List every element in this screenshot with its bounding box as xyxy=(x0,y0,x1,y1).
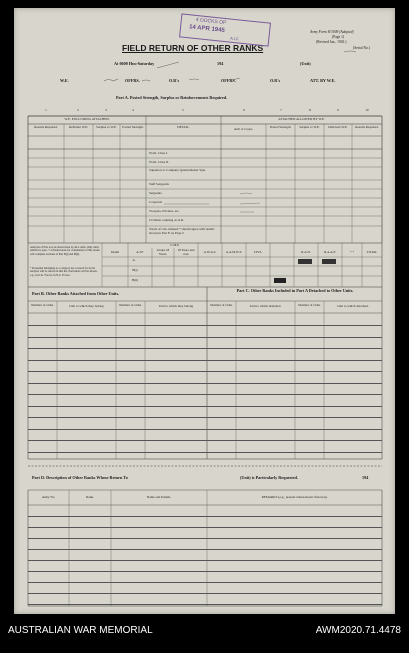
pd-col-remarks: REMARKS (e.g., present whereabouts if known). xyxy=(261,495,328,499)
at-year: 194 xyxy=(217,61,224,66)
an-row-bii: B(ii) xyxy=(131,278,139,282)
an-col-aif: A.I.F. xyxy=(136,250,144,254)
offrs-label: OFFRS. xyxy=(125,78,140,83)
right-group-header: ATTACHED ALLOWED BY W.E. xyxy=(278,117,325,121)
form-revised: (Revised Jan., 1943.) xyxy=(316,40,347,44)
row-staff-sgts: Staff Sergeants xyxy=(149,182,169,186)
an-col-civs: CIVS. xyxy=(253,250,263,254)
pc-col-num1: Number of O.Rs. xyxy=(210,303,233,307)
an-col-raaf: R.A.A.F. xyxy=(324,250,336,254)
row-corporals: Corporals xyxy=(149,200,163,204)
form-title: FIELD RETURN OF OTHER RANKS xyxy=(122,43,264,53)
row-totals: Totals of cols. marked * should agree with details shown in Part E on Page 2 xyxy=(149,227,215,235)
row-cqms: Squadron or Company Quartermaster Sgts. xyxy=(149,168,206,172)
an-col-ran: R.A.N. xyxy=(301,250,311,254)
pd-col-name: Name and Initials. xyxy=(146,495,172,499)
col-results-required: Results Required. xyxy=(34,125,58,129)
at-line: At 0600 Hrs. Saturday xyxy=(114,61,155,66)
an-col-aamws: A.A.M.W.S. xyxy=(225,250,243,254)
row-wo1: W.Os. Class I. xyxy=(149,151,168,155)
pb-col-unit2: Unit to which they belong xyxy=(158,304,194,308)
footer-bar xyxy=(0,614,409,653)
att-label: ATT. BY W.E. xyxy=(310,78,336,83)
pb-col-num2: Number of O.Rs. xyxy=(119,303,142,307)
part-d-year: 194 xyxy=(362,475,369,480)
pc-col-unit1: Unit to which detached. xyxy=(249,304,282,308)
pb-col-unit1: Unit to which they belong xyxy=(69,304,104,308)
row-wo2: W.Os. Class II. xyxy=(149,160,169,164)
part-d-title: Part D. Description of Other Ranks Whose Return To xyxy=(32,475,128,480)
an-col-awas: A.W.A.S. xyxy=(203,250,217,254)
col-posted-r: Posted Strength. xyxy=(269,125,292,129)
part-b-title: Part B. Other Ranks Attached from Other Units. xyxy=(32,291,120,296)
or-label: O.R's xyxy=(169,78,180,83)
col-arm-corps: Arm or Corps. xyxy=(233,127,254,131)
col-surplus-r: Surplus to W.E. xyxy=(299,125,320,129)
analysis-text: Analysis of Part A to be shown here by ALL units. Only units entitled to para. 7 of Instructions for compilation of this return will complete sections of Part B(i) and B(ii). xyxy=(30,246,100,256)
pc-col-unit2: Unit to which detached. xyxy=(337,304,369,308)
analysis-note: * Personnel belonging to a category not covered for in the analysis will be shown in this list. Particulars will be shown, e.g., in U.K. Forces, in N.Z. Forces. xyxy=(30,267,98,277)
col-posted: Posted Strength. xyxy=(122,125,144,129)
an-row-bi: B(i) xyxy=(132,268,138,272)
an-col-total: TOTAL xyxy=(366,250,378,254)
col-deficient-r: Deficient W.E. xyxy=(328,125,348,129)
form-sheet: Army Form W.3009 (Adapted) (Page 1) (Revised Jan., 1943.) (Serial No.) FIELD RETURN OF OTHER RANKS At 0600 Hrs. Saturday 194 (Unit) W.E. OFFRS. O.R's OFFRS. O.R's ATT. BY W.E. Part A. Posted Strength, Surplus or Reinforcements Required. 4 DOCKS OP 14 APR 1945 A.I.F. 1 2 3 4 5 6 7 8 9 10 W.E. EXCLUDING ATTACHED. ATTACHED ALLOWED BY W.E. DETAIL. Results Required. Deficient W.E. Surplus to W.E. Posted Strength. Arm or Corps. Posted Strength. Surplus to W.E. Deficient W.E. Results Required. W.Os. Class I. W.Os. Class II. Squadron or Company Quartermaster Sgts. Staff Sergeants Sergeants Corporals Troopers, Privates, etc. Civilians counting as O.R. Totals of cols. marked * should agree with details shown in Part E on Page 2 Analysis of Part A to be shown here by ALL units. Only units entitled to para. 7 of Instructions for compilation of this return will complete sections of Part B(i) and B(ii). * Personnel belonging to a category not covered for in the analysis will be shown in this list. Particulars will be shown, e.g., in U.K. Forces, in N.Z. Forces. C.M.F. Detail A.I.F. Under 18 Years. 18 Years and over. A.W.A.S. A.A.M.W.S. CIVS. R.A.N. R.A.A.F. * * TOTAL A. B(i) B(ii) Part B. Other Ranks Attached from Other Units. Number of O.Rs. Unit to which they belong Number of O.Rs. Unit to which they belong Part C. Other Ranks Included in Part A Detached to Other Units. Number of O.Rs. Unit to which detached. Number of O.Rs. Unit to which detached. Part D. Description of Other Ranks Whose Return To (Unit) is Particularly Requested. 194 Army No. Rank. Name and Initials. REMARKS (e.g., present whereabouts if known). xyxy=(14,8,395,614)
footer-institution: AUSTRALIAN WAR MEMORIAL xyxy=(8,625,153,636)
row-civilians: Civilians counting as O.R. xyxy=(149,218,184,222)
an-col-detail: Detail xyxy=(110,250,120,254)
form-page: (Page 1) xyxy=(332,35,345,39)
or2-label: O.R's xyxy=(270,78,281,83)
part-c-title: Part C. Other Ranks Included in Part A Detached to Other Units. xyxy=(236,288,354,293)
col-results-r: Results Required. xyxy=(355,125,379,129)
left-group-header: W.E. EXCLUDING ATTACHED. xyxy=(64,117,110,121)
pencil-marks xyxy=(14,8,395,614)
docks-stamp: 4 DOCKS OP 14 APR 1945 A.I.F. xyxy=(179,13,271,46)
footer-accession: AWM2020.71.4478 xyxy=(315,625,401,636)
unit-label: (Unit) xyxy=(300,61,311,66)
form-id: Army Form W.3009 (Adapted) xyxy=(310,30,354,34)
pc-col-num2: Number of O.Rs. xyxy=(298,303,321,307)
pb-col-num1: Number of O.Rs. xyxy=(31,303,54,307)
pd-col-army-no: Army No. xyxy=(41,495,56,499)
row-troopers: Troopers, Privates, etc. xyxy=(149,209,180,213)
we-label: W.E. xyxy=(60,78,69,83)
cmf-label: C.M.F. xyxy=(170,243,180,247)
col-deficient: Deficient W.E. xyxy=(68,125,89,129)
row-sergeants: Sergeants xyxy=(149,191,162,195)
pd-col-rank: Rank. xyxy=(86,495,94,499)
an-col-18over: 18 Years and over. xyxy=(177,248,195,256)
an-row-a: A. xyxy=(132,258,136,262)
an-col-star: * * xyxy=(349,250,355,254)
detail-header: DETAIL. xyxy=(177,125,190,129)
col-surplus: Surplus to W.E. xyxy=(96,125,117,129)
an-col-under18: Under 18 Years. xyxy=(156,248,170,256)
offrs2-label: OFFRS. xyxy=(221,78,236,83)
part-a-title: Part A. Posted Strength, Surplus or Reinforcements Required. xyxy=(116,95,228,100)
serial-label: (Serial No.) xyxy=(353,46,370,50)
part-d-title2: (Unit) is Particularly Requested. xyxy=(240,475,298,480)
